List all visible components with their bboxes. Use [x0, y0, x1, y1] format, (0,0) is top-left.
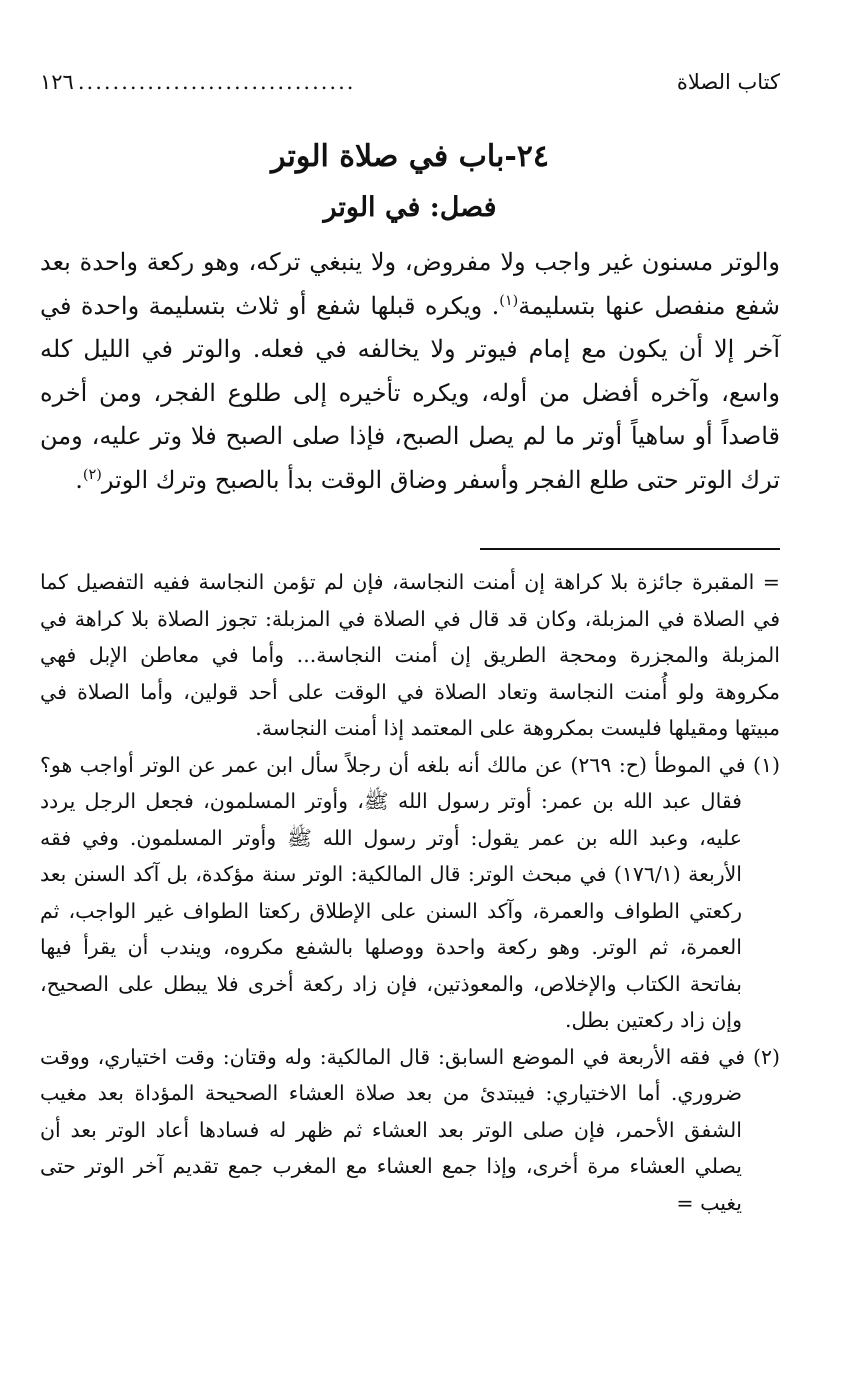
- footnote-divider: [480, 548, 780, 550]
- main-paragraph: [40, 241, 780, 502]
- footnote-1: (١) في الموطأ (ح: ٢٦٩) عن مالك أنه بلغه أن رجلاً سأل ابن عمر عن الوتر أواجب هو؟ فقال عبد الله بن عمر: أوتر رسول الله ﷺ، وأوتر المسلمون، فجعل الرجل يردد عليه، وعبد الله بن عمر يقول: أوتر رسول الله ﷺ وأوتر المسلمون. وفي فقه الأربعة (١٧٦/١) في مبحث الوتر: قال المالكية: الوتر سنة مؤكدة، بل آكد السنن بعد ركعتي الطواف والعمرة، وآكد السنن على الإطلاق ركعتا الطواف غير الواجب، ثم العمرة، ثم الوتر. وهو ركعة واحدة ووصلها بالشفع مكروه، ويندب أن يقرأ فيها بفاتحة الكتاب والإخلاص، والمعوذتين، فإن زاد ركعة أخرى فلا يبطل على الصحيح، وإن زاد ركعتين بطل.: [40, 752, 780, 1032]
- footnote-continuation: = المقبرة جائزة بلا كراهة إن أمنت النجاسة، فإن لم تؤمن النجاسة ففيه التفصيل كما في الصلاة في المزبلة، وكان قد قال في الصلاة في المزبلة: تجوز الصلاة بلا كراهة في المزبلة والمجزرة ومحجة الطريق إن أمنت النجاسة... وأما في معاطن الإبل فهي مكروهة ولو أُمنت النجاسة وتعاد الصلاة في الوقت على أحد قولين، وأما الصلاة في مبيتها ومقيلها فليست بمكروهة على المعتمد إذا أمنت النجاسة.: [40, 570, 780, 740]
- main-text-part-2: . ويكره قبلها شفع أو ثلاث بتسليمة واحدة في آخر إلا أن يكون مع إمام فيوتر ولا يخالفه في فعله. والوتر في الليل كله واسع، وآخره أفضل من أوله، ويكره تأخيره إلى طلوع الفجر، ومن أخره قاصداً أو ساهياً أوتر ما لم يصل الصبح، فإذا صلى الصبح فلا وتر عليه، ومن ترك الوتر حتى طلع الفجر وأسفر وضاق الوقت بدأ بالصبح وترك الوتر: [40, 291, 780, 494]
- chapter-heading: ٢٤-باب في صلاة الوتر: [270, 139, 550, 174]
- main-text-part-1: والوتر مسنون غير واجب ولا مفروض، ولا ينبغي تركه، وهو ركعة واحدة بعد شفع منفصل عنها بتسليمة: [40, 248, 780, 320]
- main-text-part-3: .: [75, 465, 83, 494]
- page-number: ١٢٦: [40, 70, 74, 94]
- leader-dots: ................................: [77, 70, 356, 94]
- footnote-ref-1: (١): [499, 292, 519, 309]
- running-head: [40, 70, 780, 103]
- book-title: كتاب الصلاة: [676, 70, 780, 94]
- footnote-2: (٢) في فقه الأربعة في الموضع السابق: قال المالكية: وله وقتان: وقت اختياري، ووقت ضروري. أما الاختياري: فيبتدئ من بعد صلاة العشاء الصحيحة المؤداة بعد مغيب الشفق الأحمر، فإن صلى الوتر بعد العشاء ثم ظهر له فسادها أعاد الوتر بعد أن يصلي العشاء مرة أخرى، وإذا جمع العشاء مع المغرب جمع تقديم آخر الوتر حتى يغيب =: [40, 1044, 780, 1215]
- book-page: [40, 70, 780, 1221]
- footnote-ref-2: (٢): [82, 466, 102, 483]
- footnotes: [40, 564, 780, 1221]
- section-heading: فصل: في الوتر: [323, 192, 497, 223]
